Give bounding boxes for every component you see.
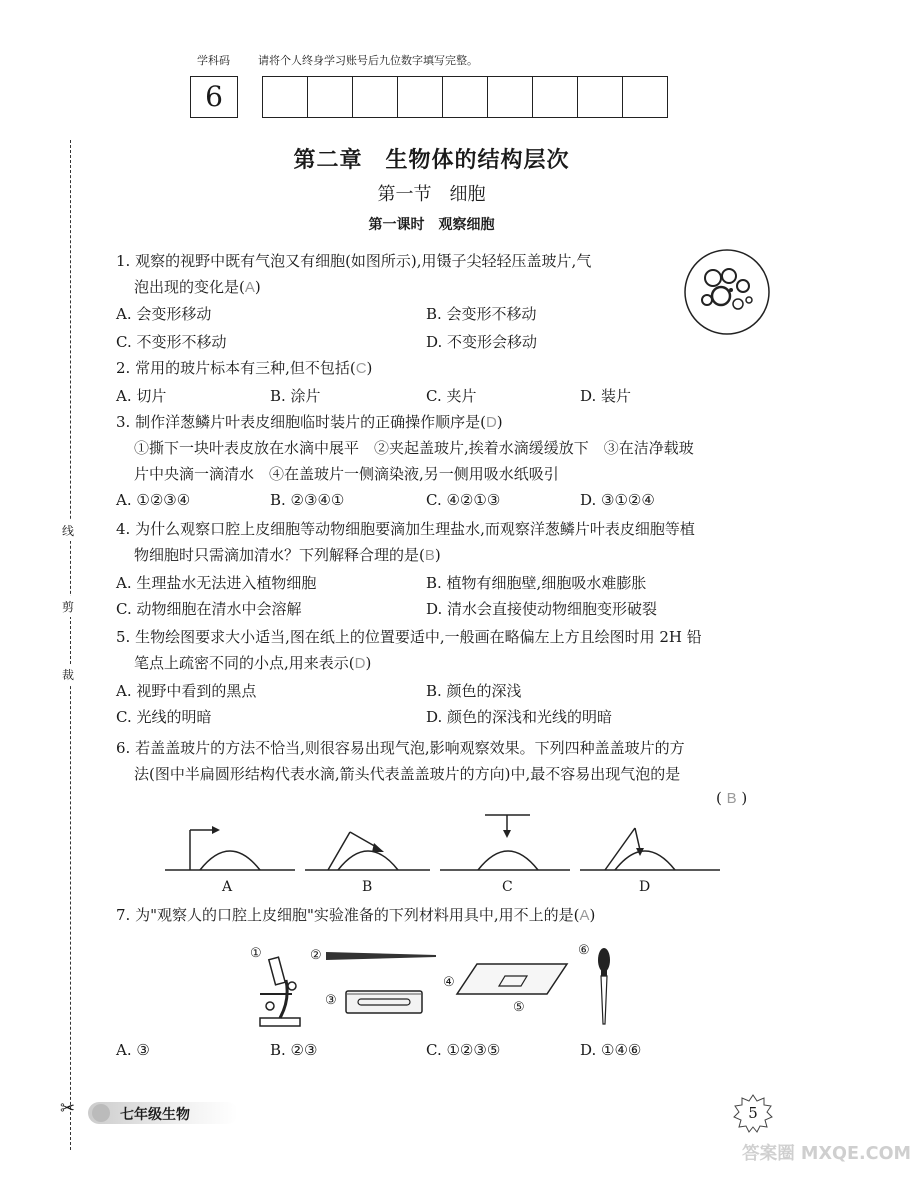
option[interactable]: B. 会变形不移动 — [426, 305, 537, 323]
figure-label: B — [362, 879, 373, 895]
option[interactable]: D. 清水会直接使动物细胞变形破裂 — [426, 600, 658, 618]
dropper-icon — [594, 946, 614, 1028]
option[interactable]: D. 颜色的深浅和光线的明暗 — [426, 708, 613, 726]
answer: A — [244, 279, 255, 296]
option[interactable]: D. 不变形会移动 — [426, 333, 538, 351]
question-text: 7. 为"观察人的口腔上皮细胞"实验准备的下列材料用具中,用不上的是(A) — [116, 906, 596, 924]
option[interactable]: A. ③ — [116, 1041, 150, 1059]
subject-code-box: 6 — [190, 76, 238, 118]
option[interactable]: B. 颜色的深浅 — [426, 682, 522, 700]
figure-label: ⑤ — [513, 1000, 525, 1015]
figure-label: A — [222, 879, 233, 895]
question-text: 片中央滴一滴清水 ④在盖玻片一侧滴染液,另一侧用吸水纸吸引 — [134, 465, 559, 483]
digit-box[interactable] — [487, 76, 533, 118]
option[interactable]: C. ①②③⑤ — [426, 1041, 501, 1059]
cut-mark-cut: 剪 — [62, 596, 74, 617]
option[interactable]: A. 生理盐水无法进入植物细胞 — [116, 574, 317, 592]
lesson-title: 第一课时 观察细胞 — [368, 217, 495, 233]
method-c-diagram — [440, 815, 570, 870]
glass-slide-icon — [455, 960, 570, 1000]
question-text: 4. 为什么观察口腔上皮细胞等动物细胞要滴加生理盐水,而观察洋葱鳞片叶表皮细胞等植 — [116, 520, 695, 538]
question-text: ①撕下一块叶表皮放在水滴中展平 ②夹起盖玻片,挨着水滴缓缓放下 ③在洁净载玻 — [134, 439, 694, 457]
question-text: 泡出现的变化是(A) — [134, 278, 261, 296]
microscope-view-figure — [683, 248, 771, 336]
digit-box[interactable] — [532, 76, 578, 118]
digit-box[interactable] — [442, 76, 488, 118]
option[interactable]: B. ②③ — [270, 1041, 318, 1059]
answer: D — [354, 655, 366, 672]
answer: A — [579, 907, 590, 924]
question-text: 法(图中半扁圆形结构代表水滴,箭头代表盖盖玻片的方向)中,最不容易出现气泡的是 — [134, 765, 681, 783]
answer: D — [485, 414, 497, 431]
figure-label: ① — [250, 946, 262, 961]
question-text: 6. 若盖盖玻片的方法不恰当,则很容易出现气泡,影响观察效果。下列四种盖盖玻片的方 — [116, 739, 685, 757]
option[interactable]: A. 切片 — [116, 387, 167, 405]
question-text: 3. 制作洋葱鳞片叶表皮细胞临时装片的正确操作顺序是(D) — [116, 413, 503, 431]
option[interactable]: D. 装片 — [580, 387, 632, 405]
question-text: 2. 常用的玻片标本有三种,但不包括(C) — [116, 359, 373, 377]
answer: C — [355, 360, 367, 377]
option[interactable]: C. 不变形不移动 — [116, 333, 227, 351]
question-text: 5. 生物绘图要求大小适当,图在纸上的位置要适中,一般画在略偏左上方且绘图时用 2H 铅 — [116, 628, 702, 646]
question-text: 1. 观察的视野中既有气泡又有细胞(如图所示),用镊子尖轻轻压盖玻片,气 — [116, 252, 592, 270]
question-text: 物细胞时只需滴加清水？下列解释合理的是(B) — [134, 546, 441, 564]
answer-line: ( B ) — [716, 789, 748, 807]
scissors-icon: ✂ — [60, 1098, 76, 1119]
digit-box[interactable] — [352, 76, 398, 118]
footer-dot-icon — [92, 1104, 110, 1122]
subject-code-label: 学科码 — [197, 54, 230, 67]
instruction-text: 请将个人终身学习账号后九位数字填写完整。 — [258, 54, 478, 67]
option[interactable]: D. ③①②④ — [580, 491, 655, 509]
option[interactable]: C. 动物细胞在清水中会溶解 — [116, 600, 302, 618]
digit-box[interactable] — [307, 76, 353, 118]
figure-label: ② — [310, 948, 322, 963]
question-text: 笔点上疏密不同的小点,用来表示(D) — [134, 654, 372, 672]
option[interactable]: A. ①②③④ — [116, 491, 191, 509]
figure-label: C — [502, 879, 513, 895]
option[interactable]: C. 夹片 — [426, 387, 477, 405]
option[interactable]: B. 涂片 — [270, 387, 321, 405]
digit-box[interactable] — [622, 76, 668, 118]
digit-box[interactable] — [577, 76, 623, 118]
book-title: 七年级生物 — [120, 1107, 190, 1123]
method-b-diagram — [305, 832, 430, 870]
coverslip-methods-figure — [160, 810, 740, 895]
watermark: 答案圈 MXQE.COM — [742, 1144, 911, 1164]
cut-mark-crop: 裁 — [62, 664, 74, 685]
razor-blade-icon — [344, 988, 424, 1016]
cut-mark-line: 线 — [62, 520, 74, 541]
tweezers-icon — [326, 950, 441, 962]
option[interactable]: D. ①④⑥ — [580, 1041, 642, 1059]
cut-line — [70, 140, 71, 1150]
figure-label: ③ — [325, 993, 337, 1008]
option[interactable]: A. 视野中看到的黑点 — [116, 682, 257, 700]
figure-label: ⑥ — [578, 943, 590, 958]
chapter-title: 第二章 生物体的结构层次 — [293, 147, 570, 173]
option[interactable]: B. 植物有细胞壁,细胞吸水难膨胀 — [426, 574, 647, 592]
microscope-icon — [250, 950, 310, 1030]
digit-box[interactable] — [397, 76, 443, 118]
option[interactable]: B. ②③④① — [270, 491, 345, 509]
figure-label: D — [639, 879, 651, 895]
method-d-diagram — [580, 828, 720, 870]
option[interactable]: A. 会变形移动 — [116, 305, 212, 323]
option[interactable]: C. ④②①③ — [426, 491, 501, 509]
answer: B — [424, 547, 435, 564]
page-number: 5 — [748, 1104, 758, 1122]
method-a-diagram — [165, 826, 295, 870]
figure-label: ④ — [443, 975, 455, 990]
digit-box[interactable] — [262, 76, 308, 118]
section-title: 第一节 细胞 — [377, 184, 486, 205]
answer: B — [726, 790, 737, 807]
option[interactable]: C. 光线的明暗 — [116, 708, 212, 726]
